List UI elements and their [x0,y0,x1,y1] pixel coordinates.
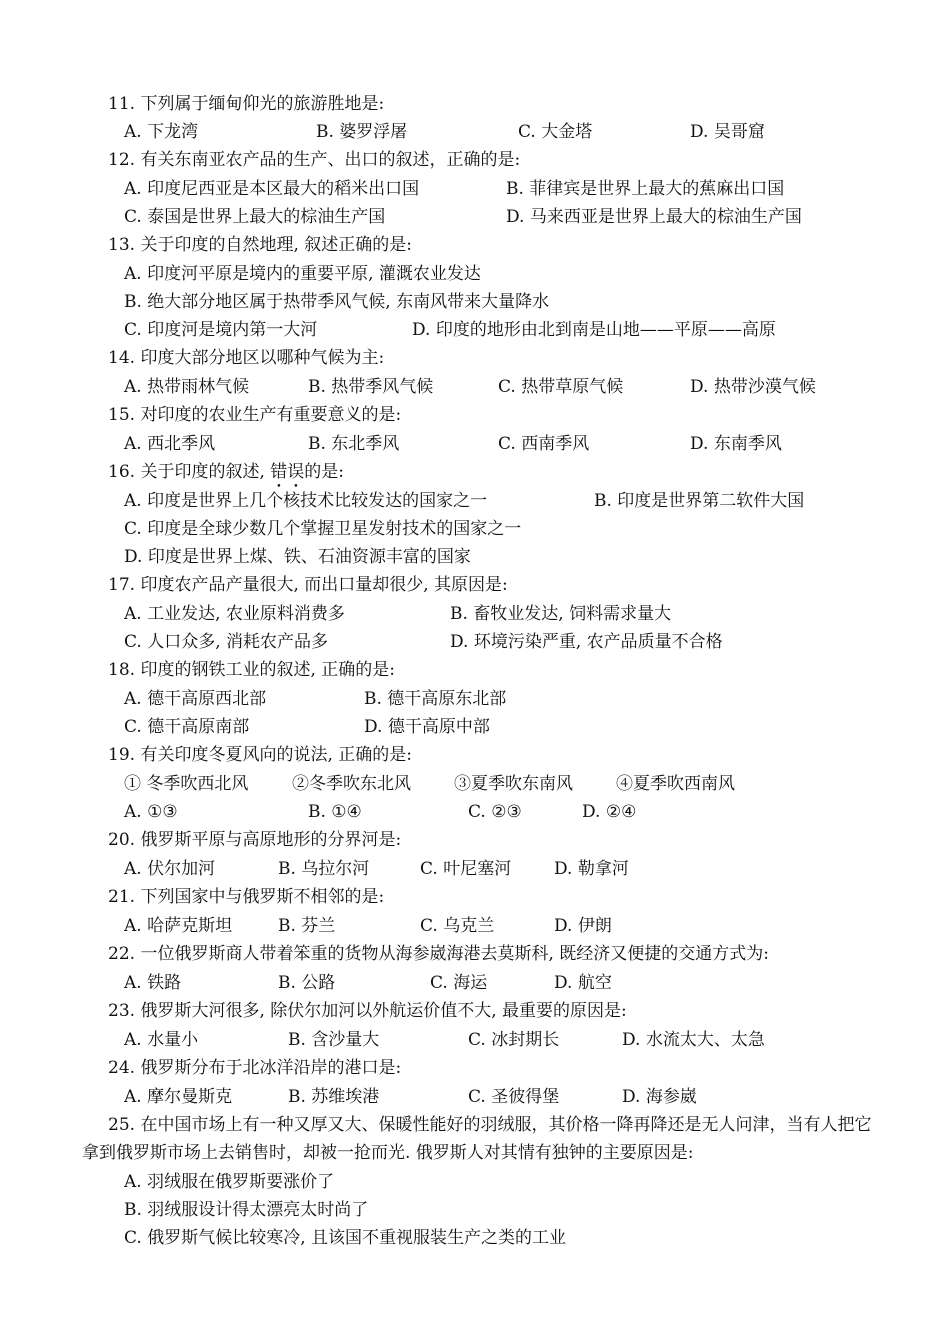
q11-option-a: A. 下龙湾 [124,122,199,142]
q15-option-c: C. 西南季风 [498,434,590,454]
q19-option-b: B. ①④ [308,802,362,822]
q21-option-b: B. 芬兰 [278,916,336,936]
question-12-stem: 12. 有关东南亚农产品的生产、出口的叙述，正确的是: [108,150,521,170]
q18-option-a: A. 德干高原西北部 [124,689,267,709]
q21-option-d: D. 伊朗 [554,916,612,936]
q17-option-a: A. 工业发达, 农业原料消费多 [124,604,345,624]
q16-option-d: D. 印度是世界上煤、铁、石油资源丰富的国家 [124,547,471,567]
q19-option-c: C. ②③ [468,802,522,822]
q17-option-b: B. 畜牧业发达, 饲料需求量大 [450,604,672,624]
question-25-stem: 25. 在中国市场上有一种又厚又大、保暖性能好的羽绒服，其价格一降再降还是无人问津，当有人把它拿到俄罗斯市场上去销售时，却被一抢而光. 俄罗斯人对其情有独钟的主要原因是: [82,1115,872,1163]
q19-option-a: A. ①③ [124,802,178,822]
q17-option-c: C. 人口众多, 消耗农产品多 [124,632,329,652]
q19-statement-2: ②冬季吹东北风 [292,774,411,794]
q16-option-c: C. 印度是全球少数几个掌握卫星发射技术的国家之一 [124,519,522,539]
q14-option-b: B. 热带季风气候 [308,377,434,397]
question-23-stem: 23. 俄罗斯大河很多, 除伏尔加河以外航运价值不大, 最重要的原因是: [108,1001,627,1021]
q24-option-c: C. 圣彼得堡 [468,1087,560,1107]
q24-option-a: A. 摩尔曼斯克 [124,1087,233,1107]
q14-option-a: A. 热带雨林气候 [124,377,250,397]
q24-option-b: B. 苏维埃港 [288,1087,380,1107]
q12-option-c: C. 泰国是世界上最大的棕油生产国 [124,207,386,227]
q19-option-d: D. ②④ [582,802,637,822]
q15-option-d: D. 东南季风 [690,434,782,454]
q22-option-a: A. 铁路 [124,973,182,993]
q13-option-c: C. 印度河是境内第一大河 [124,320,318,340]
q20-option-c: C. 叶尼塞河 [420,859,512,879]
q23-option-a: A. 水量小 [124,1030,199,1050]
q11-option-b: B. 婆罗浮屠 [316,122,408,142]
q13-option-d: D. 印度的地形由北到南是山地——平原——高原 [412,320,776,340]
q13-option-a: A. 印度河平原是境内的重要平原, 灌溉农业发达 [124,264,481,284]
q19-statement-4: ④夏季吹西南风 [616,774,735,794]
q15-option-b: B. 东北季风 [308,434,400,454]
q20-option-d: D. 勒拿河 [554,859,629,879]
q18-option-d: D. 德干高原中部 [364,717,490,737]
q14-option-c: C. 热带草原气候 [498,377,624,397]
q18-option-b: B. 德干高原东北部 [364,689,507,709]
q22-option-b: B. 公路 [278,973,336,993]
question-24-stem: 24. 俄罗斯分布于北冰洋沿岸的港口是: [108,1058,402,1078]
q16-option-a: A. 印度是世界上几个核技术比较发达的国家之一 [124,491,488,511]
question-17-stem: 17. 印度农产品产量很大, 而出口量却很少, 其原因是: [108,575,508,595]
q25-option-c: C. 俄罗斯气候比较寒冷, 且该国不重视服装生产之类的工业 [124,1228,567,1248]
question-20-stem: 20. 俄罗斯平原与高原地形的分界河是: [108,830,402,850]
q12-option-d: D. 马来西亚是世界上最大的棕油生产国 [506,207,802,227]
q15-option-a: A. 西北季风 [124,434,216,454]
q25-option-b: B. 羽绒服设计得太漂亮太时尚了 [124,1200,369,1220]
q16-stem-emphasis: 错误 [270,462,305,482]
q22-option-d: D. 航空 [554,973,612,993]
q16-stem-pre: 16. 关于印度的叙述, [108,462,271,482]
q23-option-d: D. 水流太大、太急 [622,1030,765,1050]
question-11-stem: 11. 下列属于缅甸仰光的旅游胜地是: [108,94,385,114]
q20-option-b: B. 乌拉尔河 [278,859,370,879]
q12-option-a: A. 印度尼西亚是本区最大的稻米出口国 [124,179,420,199]
q18-option-c: C. 德干高原南部 [124,717,250,737]
question-16-stem [108,461,344,492]
q16-stem-post: 的是: [304,462,344,482]
question-21-stem: 21. 下列国家中与俄罗斯不相邻的是: [108,887,385,907]
question-13-stem: 13. 关于印度的自然地理, 叙述正确的是: [108,235,412,255]
q16-option-b: B. 印度是世界第二软件大国 [594,491,805,511]
q19-statement-1: ① 冬季吹西北风 [124,774,249,794]
q21-option-c: C. 乌克兰 [420,916,495,936]
question-22-stem: 22. 一位俄罗斯商人带着笨重的货物从海参崴海港去莫斯科, 既经济又便捷的交通方式为: [108,944,769,964]
q25-option-a: A. 羽绒服在俄罗斯要涨价了 [124,1172,335,1192]
q22-option-c: C. 海运 [430,973,488,993]
q19-statement-3: ③夏季吹东南风 [454,774,573,794]
question-15-stem: 15. 对印度的农业生产有重要意义的是: [108,405,402,425]
question-18-stem: 18. 印度的钢铁工业的叙述, 正确的是: [108,660,395,680]
q20-option-a: A. 伏尔加河 [124,859,216,879]
q24-option-d: D. 海参崴 [622,1087,697,1107]
q23-option-c: C. 冰封期长 [468,1030,560,1050]
question-14-stem: 14. 印度大部分地区以哪种气候为主: [108,348,385,368]
q23-option-b: B. 含沙量大 [288,1030,380,1050]
q21-option-a: A. 哈萨克斯坦 [124,916,233,936]
q11-option-d: D. 吴哥窟 [690,122,765,142]
q17-option-d: D. 环境污染严重, 农产品质量不合格 [450,632,723,652]
question-19-stem: 19. 有关印度冬夏风向的说法, 正确的是: [108,745,412,765]
q11-option-c: C. 大金塔 [518,122,593,142]
q14-option-d: D. 热带沙漠气候 [690,377,816,397]
q12-option-b: B. 菲律宾是世界上最大的蕉麻出口国 [506,179,785,199]
q13-option-b: B. 绝大部分地区属于热带季风气候, 东南风带来大量降水 [124,292,550,312]
